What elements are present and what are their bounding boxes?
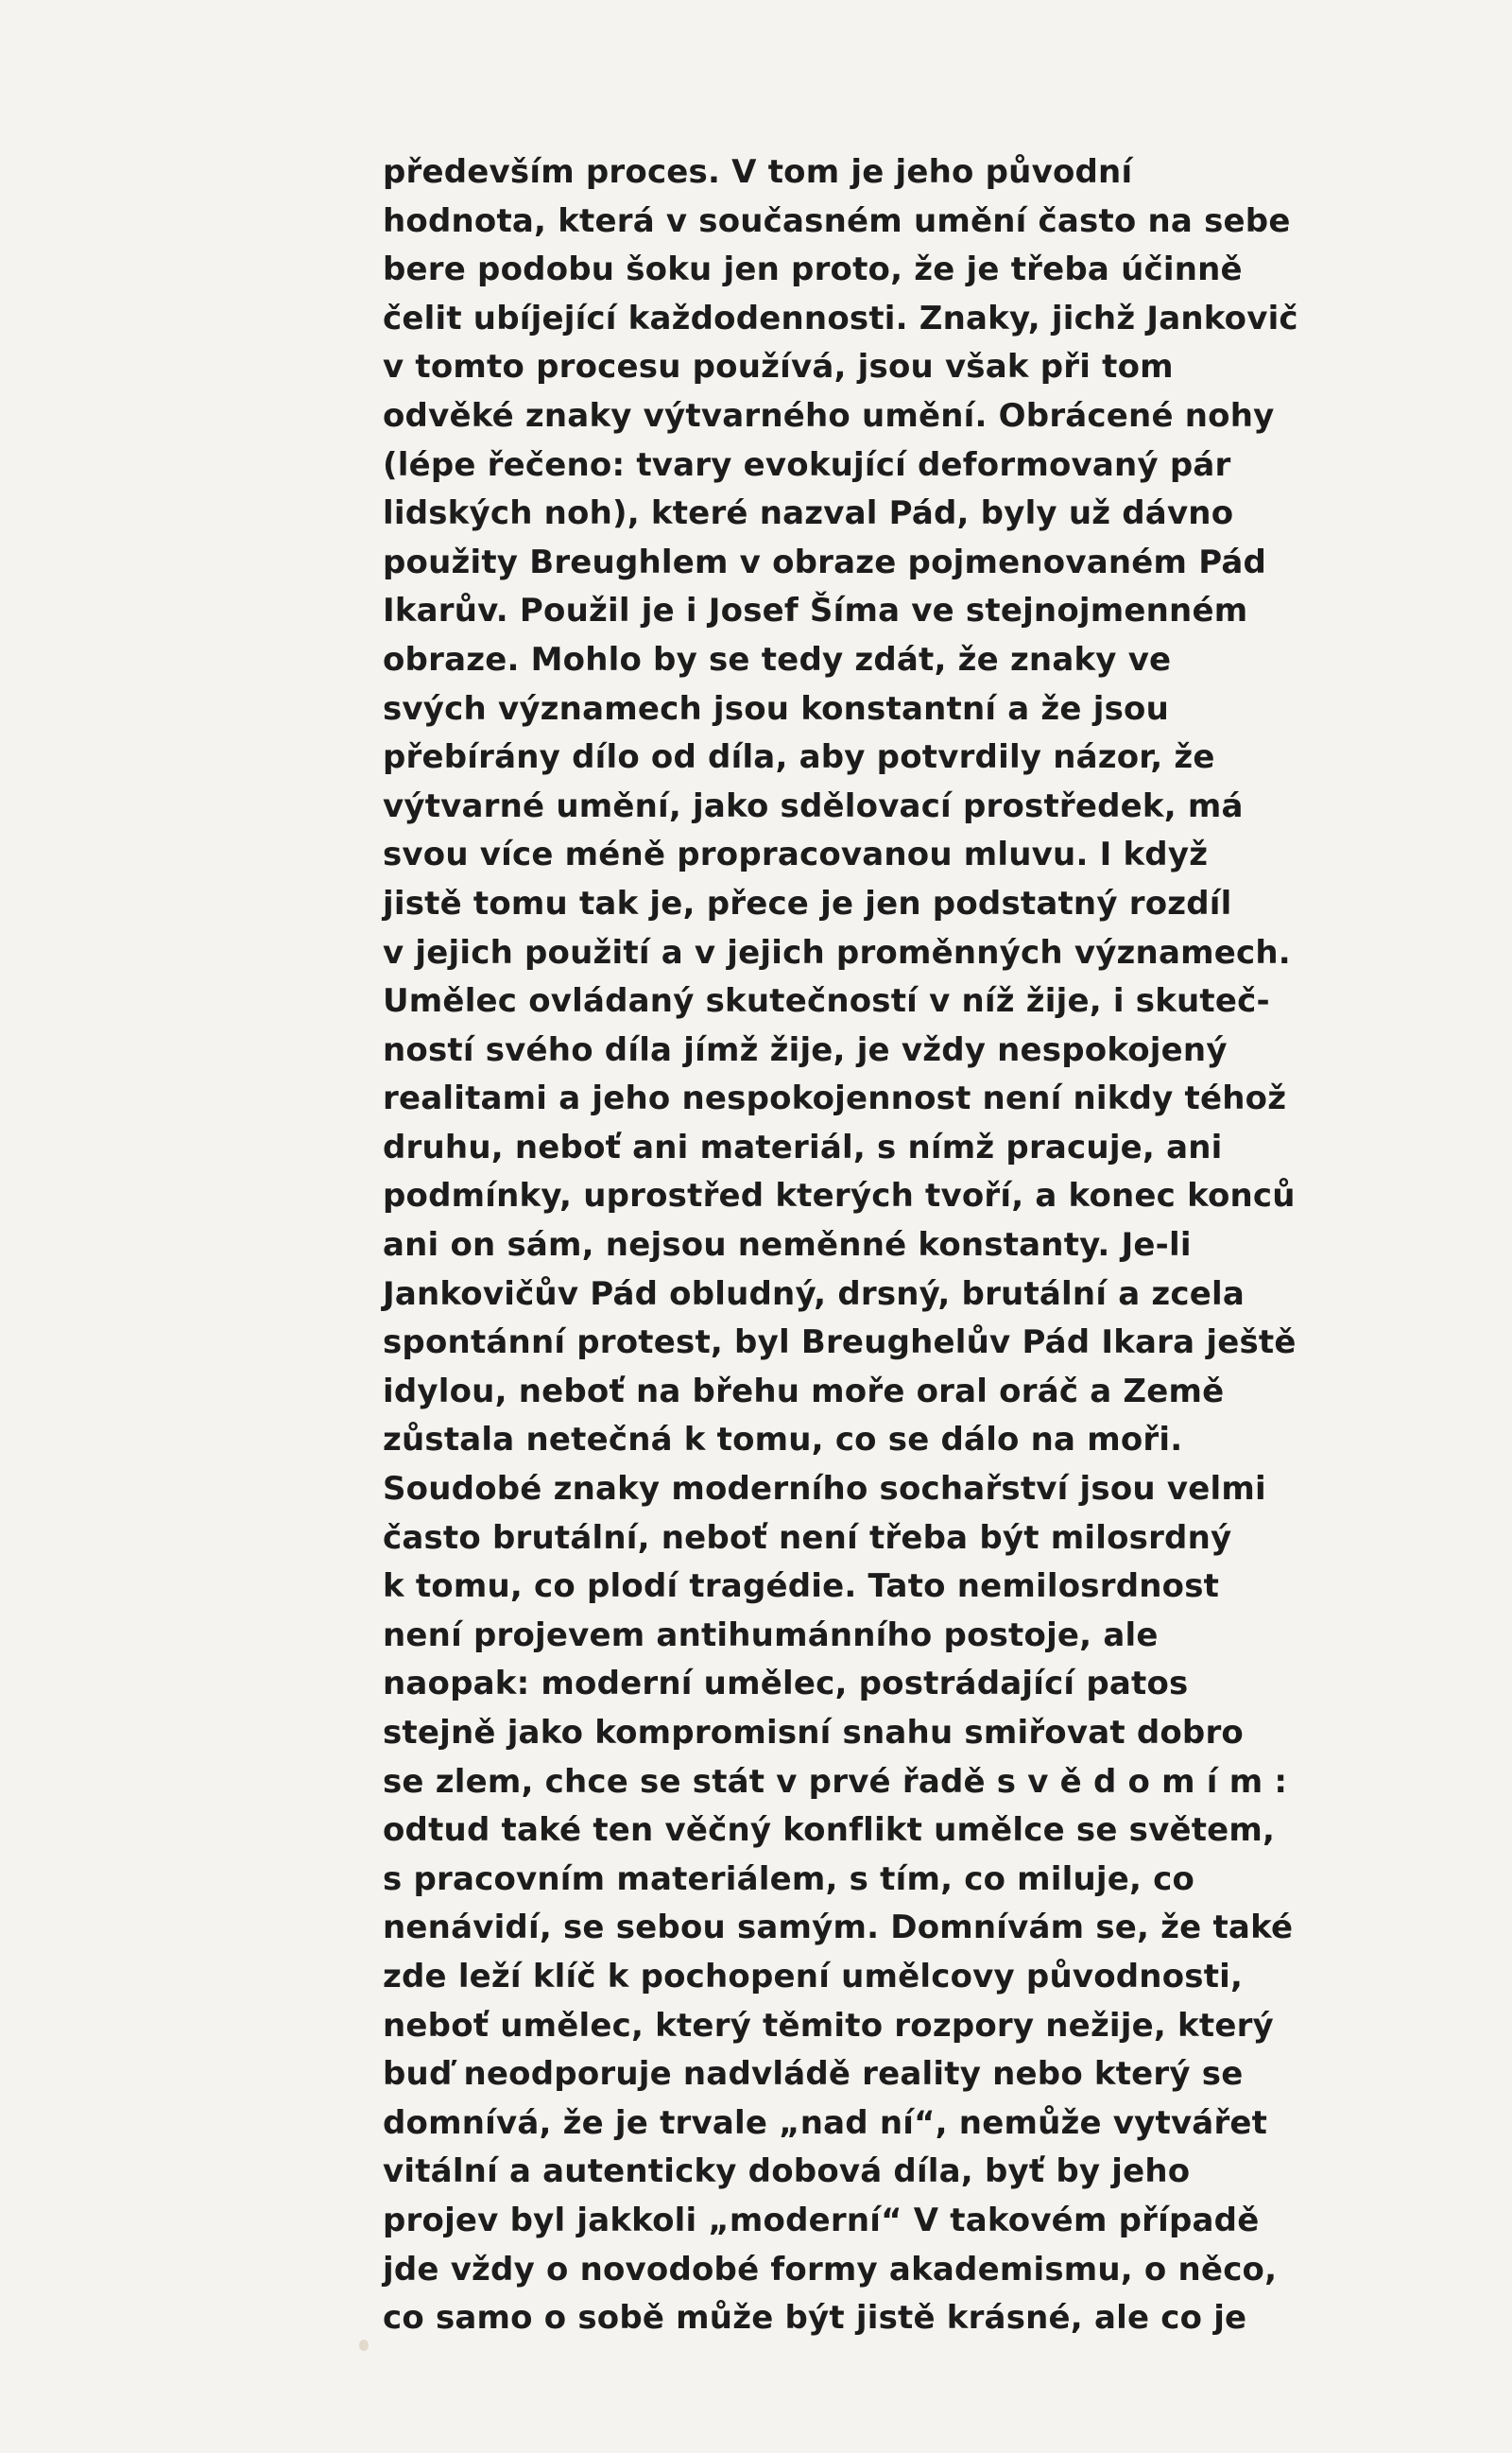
text-line: v jejich použití a v jejich proměnných významech. bbox=[383, 933, 1291, 972]
text-line: se zlem, chce se stát v prvé řadě s v ě d o m í m : bbox=[383, 1762, 1288, 1801]
text-line: hodnota, která v současném umění často na sebe bbox=[383, 201, 1291, 240]
text-line: jde vždy o novodobé formy akademismu, o něco, bbox=[383, 2250, 1278, 2289]
text-line: použity Breughlem v obraze pojmenovaném Pád bbox=[383, 543, 1267, 581]
text-line: spontánní protest, byl Breughelův Pád Ikara ještě bbox=[383, 1323, 1297, 1362]
text-line: domnívá, že je trvale „nad ní“, nemůže vytvářet bbox=[383, 2103, 1268, 2142]
text-line: Jankovičův Pád obludný, drsný, brutální a zcela bbox=[383, 1274, 1245, 1313]
text-line: nenávidí, se sebou samým. Domnívám se, že také bbox=[383, 1909, 1294, 1947]
text-line: co samo o sobě může být jistě krásné, ale co je bbox=[383, 2299, 1247, 2338]
text-line: s pracovním materiálem, s tím, co miluje, co bbox=[383, 1859, 1195, 1898]
body-text bbox=[383, 148, 1337, 2343]
text-line: svých významech jsou konstantní a že jsou bbox=[383, 689, 1169, 728]
text-line: obraze. Mohlo by se tedy zdát, že znaky ve bbox=[383, 640, 1172, 679]
text-line: k tomu, co plodí tragédie. Tato nemilosrdnost bbox=[383, 1567, 1220, 1606]
text-line: lidských noh), které nazval Pád, byly už dávno bbox=[383, 494, 1234, 533]
text-line: buď neodporuje nadvládě reality nebo který se bbox=[383, 2055, 1244, 2094]
text-line: v tomto procesu používá, jsou však při tom bbox=[383, 348, 1174, 387]
text-line: stejně jako kompromisní snahu smiřovat dobro bbox=[383, 1714, 1244, 1752]
text-line: především proces. V tom je jeho původní bbox=[383, 153, 1133, 191]
text-line: realitami a jeho nespokojennost není nikdy téhož bbox=[383, 1080, 1287, 1118]
text-line: jistě tomu tak je, přece je jen podstatný rozdíl bbox=[383, 884, 1232, 923]
text-line: výtvarné umění, jako sdělovací prostředek, má bbox=[383, 786, 1244, 825]
text-line: ností svého díla jímž žije, je vždy nespokojený bbox=[383, 1030, 1228, 1069]
text-line: často brutální, neboť není třeba být milosrdný bbox=[383, 1518, 1232, 1557]
text-line: Ikarův. Použil je i Josef Šíma ve stejnojmenném bbox=[383, 592, 1248, 631]
text-line: čelit ubíjející každodennosti. Znaky, jichž Jankovič bbox=[383, 299, 1298, 337]
text-line: ani on sám, nejsou neměnné konstanty. Je-li bbox=[383, 1226, 1192, 1265]
text-line: bere podobu šoku jen proto, že je třeba účinně bbox=[383, 250, 1243, 289]
text-line: svou více méně propracovanou mluvu. I když bbox=[383, 836, 1209, 874]
text-line: zde leží klíč k pochopení umělcovy původnosti, bbox=[383, 1957, 1244, 1995]
text-line: odtud také ten věčný konflikt umělce se světem, bbox=[383, 1811, 1276, 1850]
text-line: neboť umělec, který těmito rozpory nežije, který bbox=[383, 2006, 1274, 2045]
text-line: (lépe řečeno: tvary evokující deformovaný pár bbox=[383, 445, 1231, 484]
text-line: odvěké znaky výtvarného umění. Obrácené nohy bbox=[383, 396, 1275, 435]
text-line: není projevem antihumánního postoje, ale bbox=[383, 1615, 1159, 1654]
text-line: naopak: moderní umělec, postrádající patos bbox=[383, 1665, 1189, 1703]
paper-speck bbox=[359, 2340, 369, 2351]
text-line: přebírány dílo od díla, aby potvrdily názor, že bbox=[383, 738, 1215, 777]
text-line: vitální a autenticky dobová díla, byť by jeho bbox=[383, 2152, 1191, 2191]
text-line: Soudobé znaky moderního sochařství jsou velmi bbox=[383, 1470, 1266, 1509]
text-line: zůstala netečná k tomu, co se dálo na moři. bbox=[383, 1421, 1183, 1460]
text-line: podmínky, uprostřed kterých tvoří, a konec konců bbox=[383, 1177, 1296, 1216]
text-line: druhu, neboť ani materiál, s nímž pracuje, ani bbox=[383, 1128, 1223, 1166]
text-line: Umělec ovládaný skutečností v níž žije, i skuteč- bbox=[383, 982, 1270, 1021]
text-line: idylou, neboť na břehu moře oral oráč a Země bbox=[383, 1372, 1225, 1410]
text-line: projev byl jakkoli „moderní“ V takovém případě bbox=[383, 2201, 1260, 2239]
